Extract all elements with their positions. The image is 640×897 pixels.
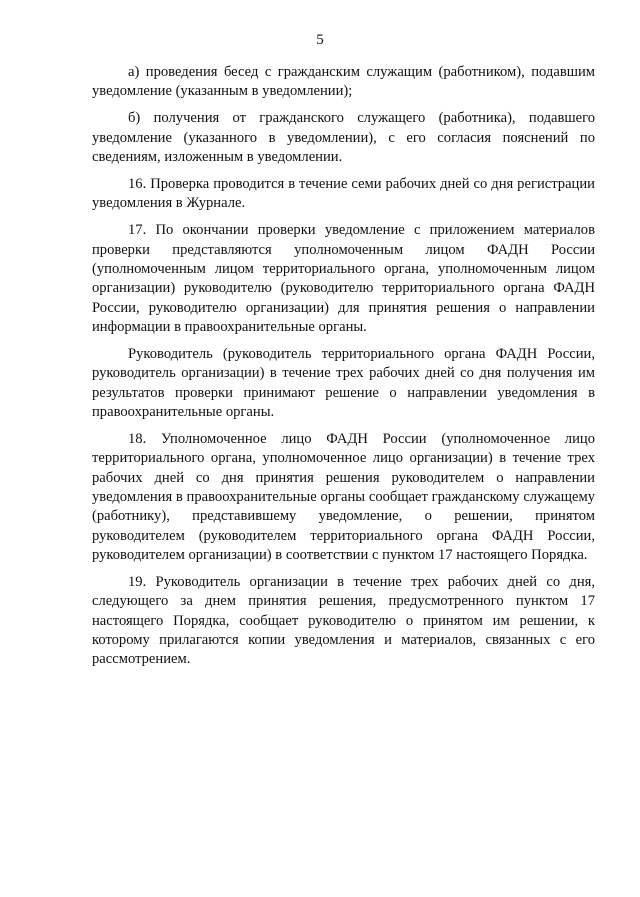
paragraph-b: б) получения от гражданского служащего (работника), подавшего уведомление (указанного в уведомлении), с его согласия пояснений по сведениям, изложенным в уведомлении. — [92, 110, 595, 165]
paragraph-19: 19. Руководитель организации в течение трех рабочих дней со дня, следующего за днем принятия решения, предусмотренного пунктом 17 настоящего Порядка, сообщает руководителю о принятом им решении, к которому прилагаются копии уведомления и материалов, связанных с его рассмотрением. — [92, 573, 595, 668]
paragraph-16: 16. Проверка проводится в течение семи рабочих дней со дня регистрации уведомления в Журнале. — [92, 175, 595, 212]
page-number: 5 — [316, 32, 324, 48]
paragraph-17: 17. По окончании проверки уведомление с приложением материалов проверки представляются уполномоченным лицом ФАДН России (уполномоченным лицом территориального органа, уполномоченным лицом организации) руководителю (руководителю территориального органа ФАДН России, руководителю организации) для принятия решения о направлении информации в правоохранительные органы. — [92, 222, 595, 335]
paragraph-17-continued: Руководитель (руководитель территориального органа ФАДН России, руководитель организации) в течение трех рабочих дней со дня получения им результатов проверки принимают решение о направлении уведомления в правоохранительные органы. — [92, 345, 595, 420]
document-body — [92, 63, 595, 677]
paragraph-a: а) проведения бесед с гражданским служащим (работником), подавшим уведомление (указанным в уведомлении); — [92, 64, 595, 100]
paragraph-18: 18. Уполномоченное лицо ФАДН России (уполномоченное лицо территориального органа, уполномоченное лицо организации) в течение трех рабочих дней со дня принятия решения руководителем о направлении уведомления в правоохранительные органы сообщает гражданскому служащему (работнику), представившему уведомление, о решении, принятом руководителем (руководителем территориального органа ФАДН России, руководителем организации) в соответствии с пунктом 17 настоящего Порядка. — [92, 430, 595, 563]
